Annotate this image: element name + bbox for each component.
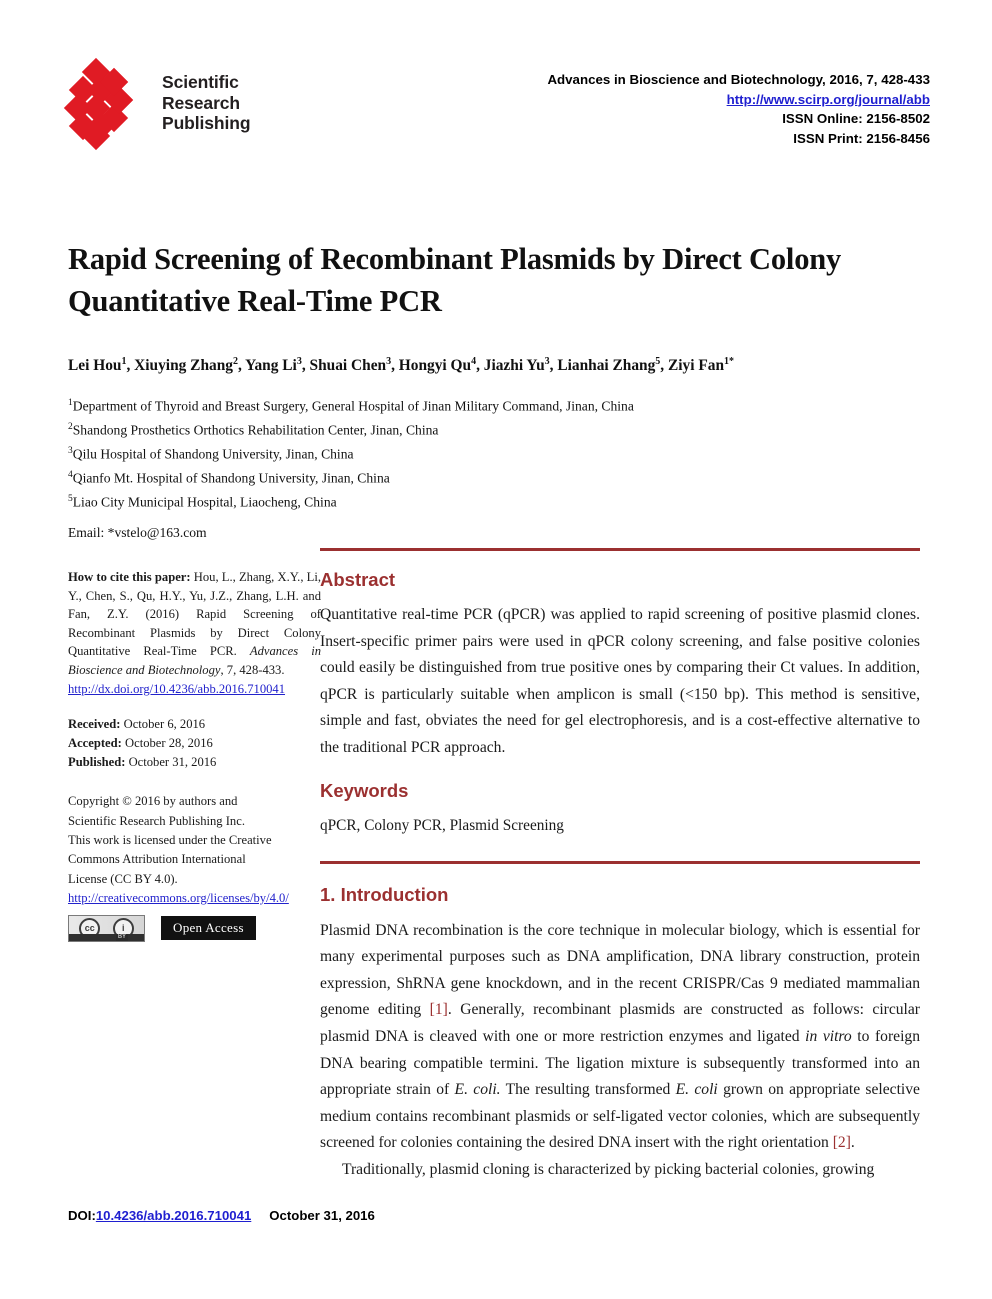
issn-print: ISSN Print: 2156-8456 [793,130,930,146]
license-url-link[interactable]: http://creativecommons.org/licenses/by/4.0/ [68,891,289,906]
doi-url-link[interactable]: http://dx.doi.org/10.4236/abb.2016.710041 [68,681,286,696]
affiliation-item: $^1$Department of Thyroid and Breast Surgery, General Hospital of Jinan Military Command, Jinan, China [68,398,634,414]
copyright-line-5: License (CC BY 4.0). [68,871,178,886]
doi-label: DOI: [68,1208,96,1223]
cc-person-icon: i [113,918,134,939]
received-label: Received: [68,717,121,732]
logo-line-3: Publishing [162,113,251,134]
affiliation-item: $^4$Qianfo Mt. Hospital of Shandong University, Jinan, China [68,470,390,486]
affiliation-text: Liao City Municipal Hospital, Liaocheng, China [72,494,337,510]
copyright-line-2: Scientific Research Publishing Inc. [68,813,245,828]
email-label: Email: [68,525,105,541]
cc-by-label: BY [117,933,126,940]
keywords-bottom-rule [320,861,920,864]
received-value: October 6, 2016 [123,717,206,732]
copyright-line-3: This work is licensed under the Creative [68,832,272,847]
publisher-logo [68,60,250,146]
intro-text-d: The resulting transformed [500,1081,676,1099]
email-value[interactable]: *vstelo@163.com [107,525,207,541]
journal-citation-line: Advances in Bioscience and Biotechnology, 2016, 7, 428-433 [547,72,930,87]
doi-url-line [68,680,321,699]
logo-line-2: Research [162,92,241,113]
intro-text-b: . Generally, recombinant plasmids are constructed as follows: circular plasmid DNA is cleaved with one or more restriction enzymes and ligated [320,1001,921,1045]
affiliation-text: Qianfo Mt. Hospital of Shandong University, Jinan, China [72,470,390,486]
journal-url-link[interactable]: http://www.scirp.org/journal/abb [726,91,930,107]
masthead [68,52,930,164]
cc-badge-bar [69,934,144,941]
journal-meta [547,70,930,148]
how-to-cite-volume: , 7, 428-433. [220,662,285,677]
page-title: Rapid Screening of Recombinant Plasmids by Direct Colony Quantitative Real-Time PCR [68,242,842,319]
email-line [68,522,848,544]
accepted-label: Accepted: [68,736,122,751]
affiliation-text: Department of Thyroid and Breast Surgery, General Hospital of Jinan Military Command, Jinan, China [72,398,634,414]
published-value: October 31, 2016 [128,755,217,770]
abstract-top-rule [320,548,920,551]
footer-date: October 31, 2016 [269,1208,375,1223]
publication-dates [68,715,321,772]
introduction-paragraph-2: Traditionally, plasmid cloning is characterized by picking bacterial colonies, growing [342,1160,875,1178]
affiliation-item: $^3$Qilu Hospital of Shandong University, Jinan, China [68,446,354,462]
published-line [68,753,321,772]
affiliation-item: $^2$Shandong Prosthetics Orthotics Rehabilitation Center, Jinan, China [68,422,439,438]
intro-italic-ecoli-1: E. coli. [454,1081,501,1099]
copyright-block [68,792,321,908]
affiliation-item: $^5$Liao City Municipal Hospital, Liaocheng, China [68,494,337,510]
keywords-bottom-rule-wrap [320,861,920,864]
accepted-line [68,734,321,753]
affiliation-text: Qilu Hospital of Shandong University, Jinan, China [72,446,354,462]
abstract-text: Quantitative real-time PCR (qPCR) was applied to rapid screening of positive plasmid clones. Insert-specific primer pairs were used in qPCR colony screening, and false positive colonies could easily be distinguished from true positive ones by comparing their Ct values. In addition, qPCR is particularly suitable when amplicon is small (<150 bp). This method is sensitive, simple and fast, obviates the need for gel electrophoresis, and is a cost-effective alternative to the traditional PCR approach. [320,606,920,756]
citation-ref-2[interactable]: [2] [832,1134,851,1152]
footer-doi-link[interactable]: 10.4236/abb.2016.710041 [95,1208,252,1223]
abstract-heading: Abstract [320,569,396,590]
sidebar-column [68,568,321,942]
page-footer [68,1208,375,1223]
badge-row [68,915,321,942]
copyright-line-1: Copyright © 2016 by authors and [68,794,238,809]
intro-text-c: to foreign DNA bearing compatible termini. The ligation mixture is subsequently transformed into an appropriate strain of [320,1027,920,1099]
affiliation-text: Shandong Prosthetics Orthotics Rehabilitation Center, Jinan, China [72,422,439,438]
publisher-logo-text [162,72,250,134]
citation-ref-1[interactable]: [1] [429,1001,448,1019]
accepted-value: October 28, 2016 [125,736,213,751]
diamond-grid-icon [68,60,152,146]
how-to-cite-journal: Advances in Bioscience and Biotechnology [68,644,322,677]
intro-text-a: Plasmid DNA recombination is the core technique in molecular biology, which is essential for many experimental purposes such as DNA amplification, DNA library construction, protein expression, ShRNA gene knockdown, and in the recent CRISPR/Cas 9 mediated mammalian genome editing [320,921,920,1019]
intro-text-e: grown on appropriate selective medium contains recombinant plasmids or self-ligated vector colonies, which are subsequently screened for colonies containing the desired DNA insert with the right orientation [320,1081,920,1152]
copyright-line-4: Commons Attribution International [68,852,246,867]
published-label: Published: [68,755,126,770]
how-to-cite-block [68,568,321,680]
keywords-heading: Keywords [320,779,409,801]
creative-commons-by-icon[interactable] [68,915,145,942]
intro-italic-ecoli-2: E. coli [675,1081,718,1099]
intro-italic-in-vitro: in vitro [805,1027,852,1045]
how-to-cite-authors: Hou, L., Zhang, X.Y., Li, Y., Chen, S., Qu, H.Y., Yu, J.Z., Zhang, L.H. and Fan, Z.Y. (2016) Rapid Screening of Recombinant Plasmids by Direct Colony Quantitative Real-Time PCR. [68,570,322,659]
introduction-paragraph-1 [320,918,920,1157]
intro-text-f: . [850,1134,855,1152]
keywords-text: qPCR, Colony PCR, Plasmid Screening [320,816,564,834]
logo-line-1: Scientific [162,72,239,93]
affiliation-list [68,393,848,544]
main-column [320,548,920,1184]
introduction-heading: 1. Introduction [320,883,449,905]
received-line [68,715,321,734]
open-access-badge[interactable]: Open Access [161,916,256,940]
author-list: Lei Hou$^1$, Xiuying Zhang$^2$, Yang Li$^3$, Shuai Chen$^3$, Hongyi Qu$^4$, Jiazhi Yu$^3$, Lianhai Zhang$^5$, Ziyi Fan$^{1*}$ [68,356,735,375]
issn-online: ISSN Online: 2156-8502 [782,111,930,126]
cc-circle-icon: cc [79,918,100,939]
how-to-cite-label: How to cite this paper: [68,570,191,584]
